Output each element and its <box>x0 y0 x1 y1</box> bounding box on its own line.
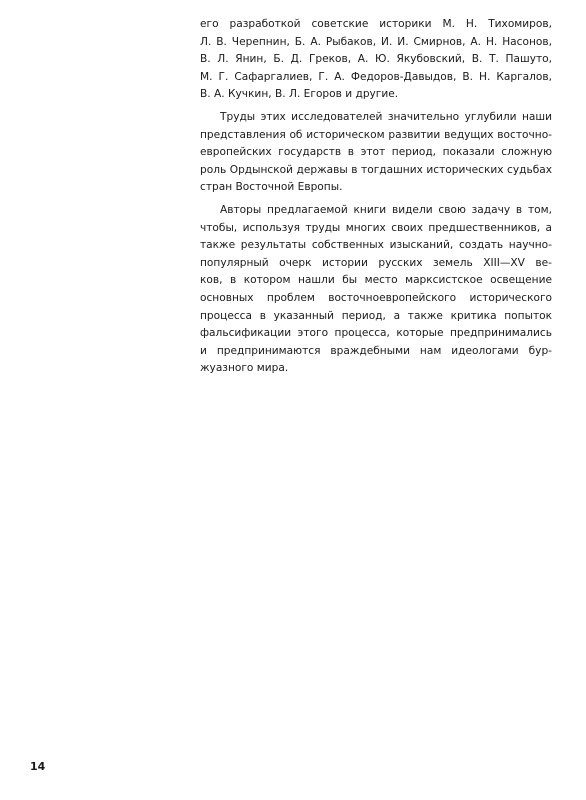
text-line: Л. В. Черепнин, Б. А. Рыбаков, И. И. Смирнов, А. Н. Насонов, <box>200 35 552 48</box>
text-line: фальсификации этого процесса, которые предпринимались <box>200 327 552 340</box>
text-line: роль Ордынской державы в тогдашних исторических судьбах <box>200 163 552 176</box>
text-line: европейских государств в этот период, показали сложную <box>200 146 552 159</box>
text-line: популярный очерк истории русских земель XIII—XV ве- <box>200 256 552 269</box>
text-line: представления об историческом развитии ведущих восточно- <box>200 128 552 141</box>
text-line: Труды этих исследователей значительно углубили наши <box>220 110 552 123</box>
text-line: его разработкой советские историки М. Н. Тихомиров, <box>200 18 552 30</box>
text-line: Авторы предлагаемой книги видели свою задачу в том, <box>220 203 552 216</box>
text-line: ков, в котором нашли бы место марксистское освещение <box>200 274 552 287</box>
text-line: М. Г. Сафаргалиев, Г. А. Федоров-Давыдов, В. Н. Каргалов, <box>200 70 552 83</box>
page-number: 14 <box>30 760 46 773</box>
text-line: процесса в указанный период, а также критика попыток <box>200 309 552 322</box>
paragraph-3 <box>200 202 552 378</box>
body-text <box>200 16 552 378</box>
text-line: также результаты собственных изысканий, создать научно- <box>200 239 552 252</box>
text-line: жуазного мира. <box>200 362 289 375</box>
text-line: стран Восточной Европы. <box>200 181 343 194</box>
text-line: чтобы, используя труды многих своих предшественников, а <box>200 221 552 234</box>
text-line: основных проблем восточноевропейского исторического <box>200 291 552 304</box>
text-line: В. Л. Янин, Б. Д. Греков, А. Ю. Якубовский, В. Т. Пашуто, <box>200 53 552 66</box>
text-line: В. А. Кучкин, В. Л. Егоров и другие. <box>200 88 399 101</box>
paragraph-2 <box>200 109 552 197</box>
paragraph-1 <box>200 16 552 104</box>
text-line: и предпринимаются враждебными нам идеологами бур- <box>200 344 552 357</box>
